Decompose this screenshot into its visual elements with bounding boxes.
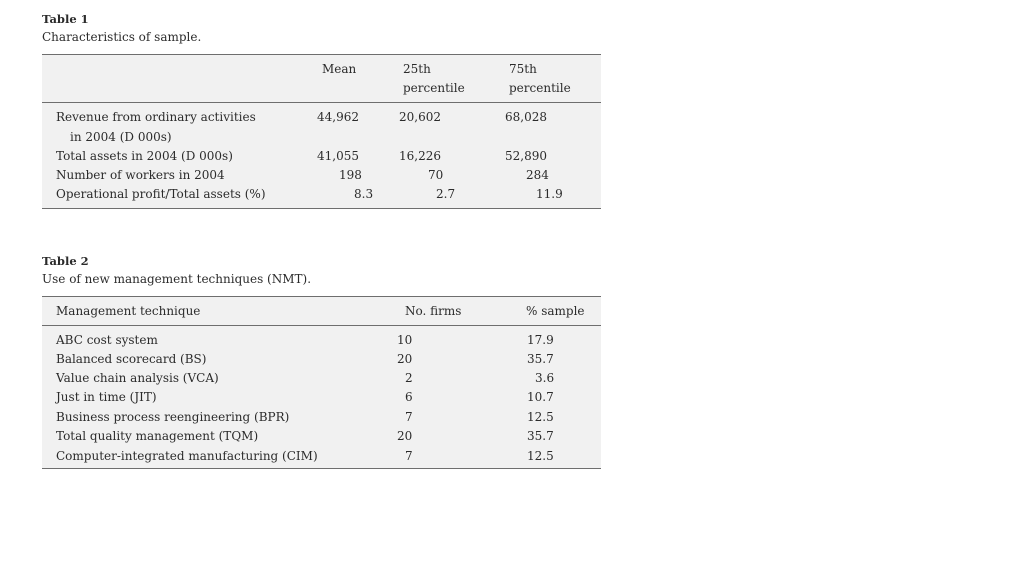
table-row-technique: Balanced scorecard (BS) <box>56 352 207 366</box>
table-cell-sample: 12.5 <box>527 449 554 463</box>
table-cell-sample: 35.7 <box>527 429 554 443</box>
table-1-label: Table 1 <box>42 12 89 26</box>
table-cell-p25: 2.7 <box>436 187 456 201</box>
header-p75-line1: 75th <box>509 62 537 76</box>
table-cell-firms: 20 <box>397 352 413 366</box>
table-cell-firms: 20 <box>397 429 413 443</box>
table-cell-mean: 198 <box>339 168 362 182</box>
table-cell-firms: 10 <box>397 333 413 347</box>
header-p75-line2: percentile <box>509 81 571 95</box>
table-cell-mean: 41,055 <box>317 149 359 163</box>
table-2 <box>42 253 601 469</box>
header-p25-line2: percentile <box>403 81 465 95</box>
table-cell-p75: 68,028 <box>505 110 547 124</box>
table-1 <box>42 11 601 209</box>
table-row-label-cont: in 2004 (D 000s) <box>70 130 172 144</box>
table-row-technique: Computer-integrated manufacturing (CIM) <box>56 449 318 463</box>
table-cell-firms: 6 <box>405 390 413 404</box>
table-cell-p75: 52,890 <box>505 149 547 163</box>
header-firms: No. firms <box>405 304 462 318</box>
table-cell-sample: 35.7 <box>527 352 554 366</box>
table-row-label: Revenue from ordinary activities <box>56 110 256 124</box>
table-1-header <box>42 55 601 103</box>
table-1-body <box>42 54 601 209</box>
table-cell-p25: 20,602 <box>399 110 441 124</box>
table-row-technique: Just in time (JIT) <box>56 390 157 404</box>
table-2-label: Table 2 <box>42 254 89 268</box>
table-cell-p25: 70 <box>428 168 444 182</box>
table-cell-firms: 7 <box>405 410 413 424</box>
table-row-technique: Total quality management (TQM) <box>56 429 259 443</box>
table-cell-mean: 8.3 <box>354 187 374 201</box>
table-2-caption: Use of new management techniques (NMT). <box>42 272 312 286</box>
table-row-technique: Value chain analysis (VCA) <box>56 371 219 385</box>
table-1-rows <box>42 103 601 208</box>
table-cell-p75: 284 <box>526 168 549 182</box>
header-sample: % sample <box>526 304 585 318</box>
header-technique: Management technique <box>56 304 201 318</box>
table-cell-sample: 17.9 <box>527 333 554 347</box>
table-cell-p25: 16,226 <box>399 149 441 163</box>
table-2-rows <box>42 326 601 468</box>
table-cell-p75: 11.9 <box>536 187 563 201</box>
table-cell-firms: 7 <box>405 449 413 463</box>
table-row-technique: ABC cost system <box>56 333 158 347</box>
table-cell-sample: 10.7 <box>527 390 554 404</box>
table-row-label: Total assets in 2004 (D 000s) <box>56 149 233 163</box>
table-row-label: Number of workers in 2004 <box>56 168 225 182</box>
table-cell-mean: 44,962 <box>317 110 359 124</box>
header-mean: Mean <box>322 62 357 76</box>
header-p25-line1: 25th <box>403 62 431 76</box>
table-row-technique: Business process reengineering (BPR) <box>56 410 290 424</box>
table-cell-firms: 2 <box>405 371 413 385</box>
table-2-body <box>42 296 601 469</box>
table-cell-sample: 12.5 <box>527 410 554 424</box>
table-cell-sample: 3.6 <box>535 371 555 385</box>
table-row-label: Operational profit/Total assets (%) <box>56 187 266 201</box>
table-1-caption: Characteristics of sample. <box>42 30 202 44</box>
table-2-header <box>42 297 601 326</box>
